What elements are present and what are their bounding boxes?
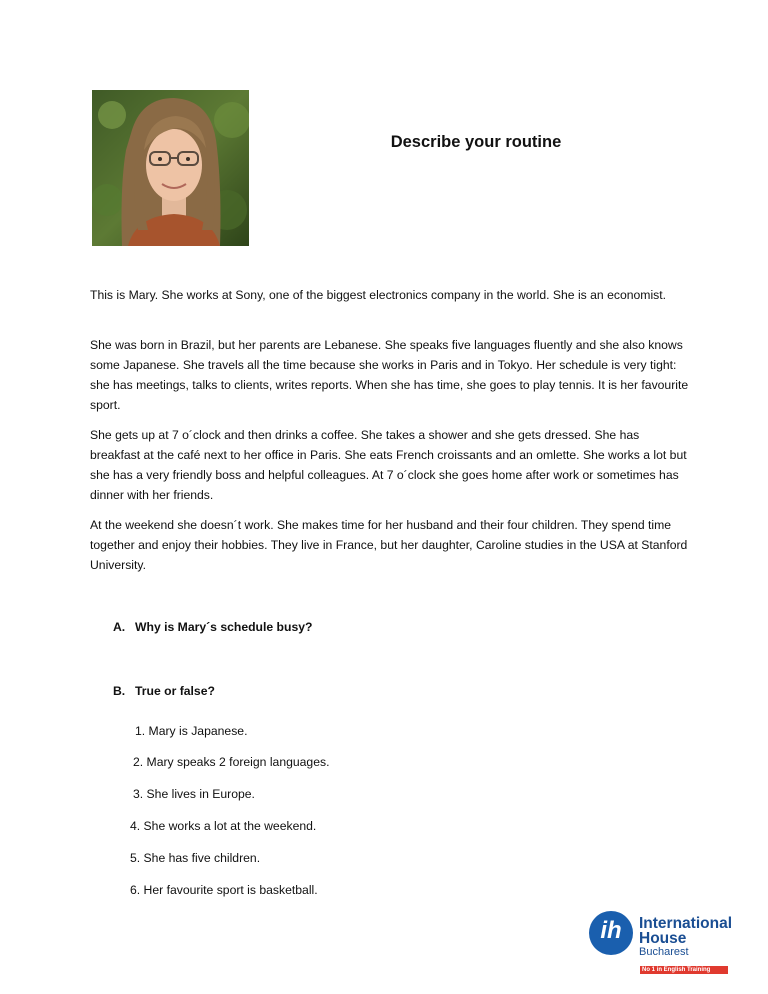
question-text: True or false?: [135, 684, 215, 698]
paragraph-background: She was born in Brazil, but her parents are Lebanese. She speaks five languages fluently and she also knows some Japanese. She travels all the time because she works in Paris and in Tokyo. Her schedule is very tight: she has meetings, talks to clients, writes reports. When she has time, she goes to play tennis. It is her favourite sport.: [90, 338, 689, 412]
tf-item-3: 3. She lives in Europe.: [133, 787, 255, 801]
international-house-logo: [589, 910, 739, 974]
tf-item-6: 6. Her favourite sport is basketball.: [130, 883, 318, 897]
question-text: Why is Mary´s schedule busy?: [135, 620, 313, 634]
logo-city: Bucharest: [639, 946, 689, 958]
logo-name-line1: International: [639, 915, 733, 932]
logo-name: [639, 916, 732, 946]
paragraph-weekend: At the weekend she doesn´t work. She makes time for her husband and their four children. They spend time together and enjoy their hobbies. They live in France, but her daughter, Caroline studies in the USA at Stanford University.: [90, 518, 688, 572]
page-title: Describe your routine: [390, 133, 562, 151]
logo-tagline: No 1 in English Training: [640, 966, 728, 974]
question-letter: A.: [113, 620, 126, 634]
ih-logo-icon: [589, 911, 633, 955]
logo-name-line2: House: [639, 930, 687, 947]
tf-item-2: 2. Mary speaks 2 foreign languages.: [133, 755, 330, 769]
question-a: [113, 620, 312, 634]
portrait-photo: [92, 90, 249, 246]
tf-item-4: 4. She works a lot at the weekend.: [130, 819, 317, 833]
question-letter: B.: [113, 684, 126, 698]
tf-item-5: 5. She has five children.: [130, 851, 261, 865]
paragraph-intro: This is Mary. She works at Sony, one of the biggest electronics company in the world. She is an economist.: [90, 288, 667, 302]
tf-item-1: 1. Mary is Japanese.: [135, 724, 248, 738]
logo-initials: ih: [600, 917, 622, 944]
question-b: [113, 684, 215, 698]
paragraph-daily-routine: She gets up at 7 o´clock and then drinks a coffee. She takes a shower and she gets dressed. She has breakfast at the café next to her office in Paris. She eats French croissants and an omlette. She works a lot but she has a very friendly boss and helpful colleagues. At 7 o´clock she goes home after work or sometimes has dinner with her friends.: [90, 428, 687, 502]
